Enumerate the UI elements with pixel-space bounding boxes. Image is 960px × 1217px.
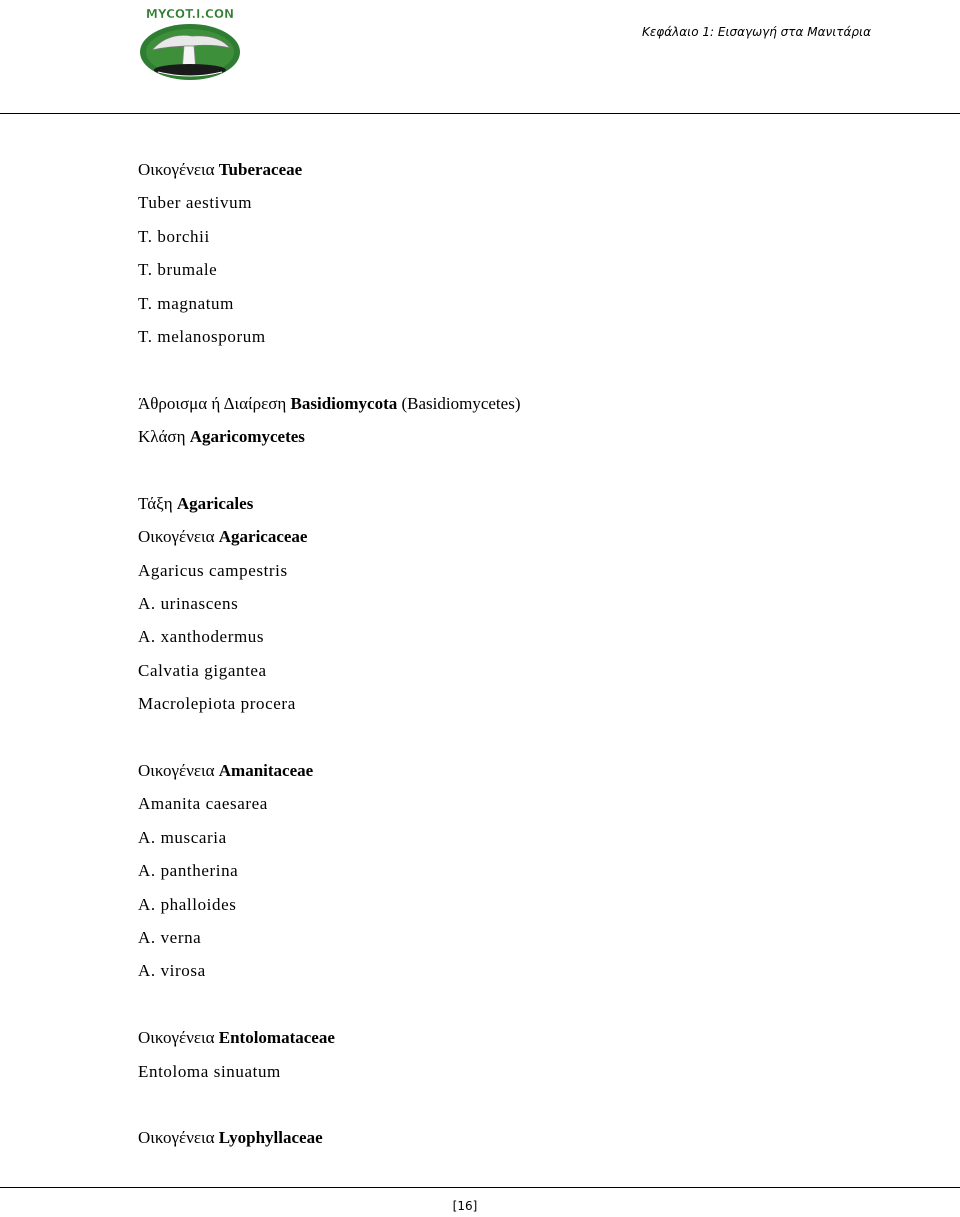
species-name: [138, 687, 918, 720]
taxon-heading: [138, 487, 918, 520]
taxon-heading: [138, 520, 918, 553]
block-spacer: [138, 454, 918, 487]
taxon-name: Basidiomycota: [290, 393, 398, 413]
page-number: [16]: [452, 1199, 478, 1213]
species-name: [138, 220, 918, 253]
taxon-rank-label: Οικογένεια: [138, 1128, 219, 1148]
taxon-heading: [138, 1021, 918, 1054]
species-label: T. melanosporum: [138, 326, 266, 346]
species-label: Agaricus campestris: [138, 560, 288, 580]
species-name: [138, 821, 918, 854]
taxon-name: Agaricales: [176, 493, 254, 513]
species-label: A. verna: [138, 927, 202, 947]
taxon-rank-label: Οικογένεια: [138, 761, 219, 781]
species-name: [138, 253, 918, 286]
species-label: A. pantherina: [138, 861, 239, 881]
taxon-rank-label: Άθροισμα ή Διαίρεση: [138, 393, 291, 413]
taxon-heading: [138, 1121, 918, 1154]
species-name: [138, 654, 918, 687]
taxonomy-list: [138, 153, 918, 1155]
species-name: [138, 888, 918, 921]
block-spacer: [138, 988, 918, 1021]
block-spacer: [138, 721, 918, 754]
block-spacer: [138, 1088, 918, 1121]
taxon-name: Amanitaceae: [218, 761, 314, 781]
taxon-suffix: (Basidiomycetes): [397, 393, 521, 413]
taxon-rank-label: Τάξη: [138, 493, 177, 513]
species-label: T. borchii: [138, 226, 210, 246]
mycoticon-logo: [138, 6, 242, 82]
species-name: [138, 287, 918, 320]
species-name: [138, 921, 918, 954]
species-label: A. xanthodermus: [138, 627, 265, 647]
species-label: T. magnatum: [138, 293, 234, 313]
species-label: A. urinascens: [138, 594, 239, 614]
taxon-name: Tuberaceae: [218, 160, 303, 179]
taxon-heading: [138, 754, 918, 787]
species-label: Entoloma sinuatum: [138, 1061, 281, 1081]
taxon-heading: [138, 420, 918, 453]
taxon-heading: [138, 387, 918, 420]
species-name: [138, 954, 918, 987]
species-label: Amanita caesarea: [138, 794, 268, 814]
running-header-title: Κεφάλαιο 1: Εισαγωγή στα Μανιτάρια: [641, 25, 871, 39]
species-name: [138, 186, 918, 219]
logo-text: MYCOT.I.CON: [145, 7, 235, 21]
mushroom-logo-icon: [138, 6, 242, 82]
species-name: [138, 320, 918, 353]
species-label: A. muscaria: [138, 827, 227, 847]
species-name: [138, 1055, 918, 1088]
species-label: Macrolepiota procera: [138, 694, 296, 714]
taxon-name: Lyophyllaceae: [218, 1128, 323, 1148]
species-name: [138, 554, 918, 587]
taxon-rank-label: Οικογένεια: [138, 1028, 219, 1048]
taxon-name: Agaricaceae: [218, 527, 308, 547]
species-name: [138, 587, 918, 620]
taxon-name: Entolomataceae: [218, 1028, 335, 1048]
taxon-heading: [138, 153, 918, 186]
block-spacer: [138, 353, 918, 386]
taxon-rank-label: Κλάση: [138, 427, 190, 447]
species-name: [138, 620, 918, 653]
taxon-name: Agaricomycetes: [189, 427, 305, 447]
species-name: [138, 787, 918, 820]
species-label: Tuber aestivum: [138, 193, 253, 213]
species-name: [138, 854, 918, 887]
species-label: Calvatia gigantea: [138, 660, 267, 680]
footer-rule: [0, 1187, 960, 1188]
header-rule: [0, 113, 960, 114]
species-label: T. brumale: [138, 260, 218, 280]
species-label: A. virosa: [138, 961, 206, 981]
taxon-rank-label: Οικογένεια: [138, 160, 219, 179]
species-label: A. phalloides: [138, 894, 237, 914]
taxon-rank-label: Οικογένεια: [138, 527, 219, 547]
